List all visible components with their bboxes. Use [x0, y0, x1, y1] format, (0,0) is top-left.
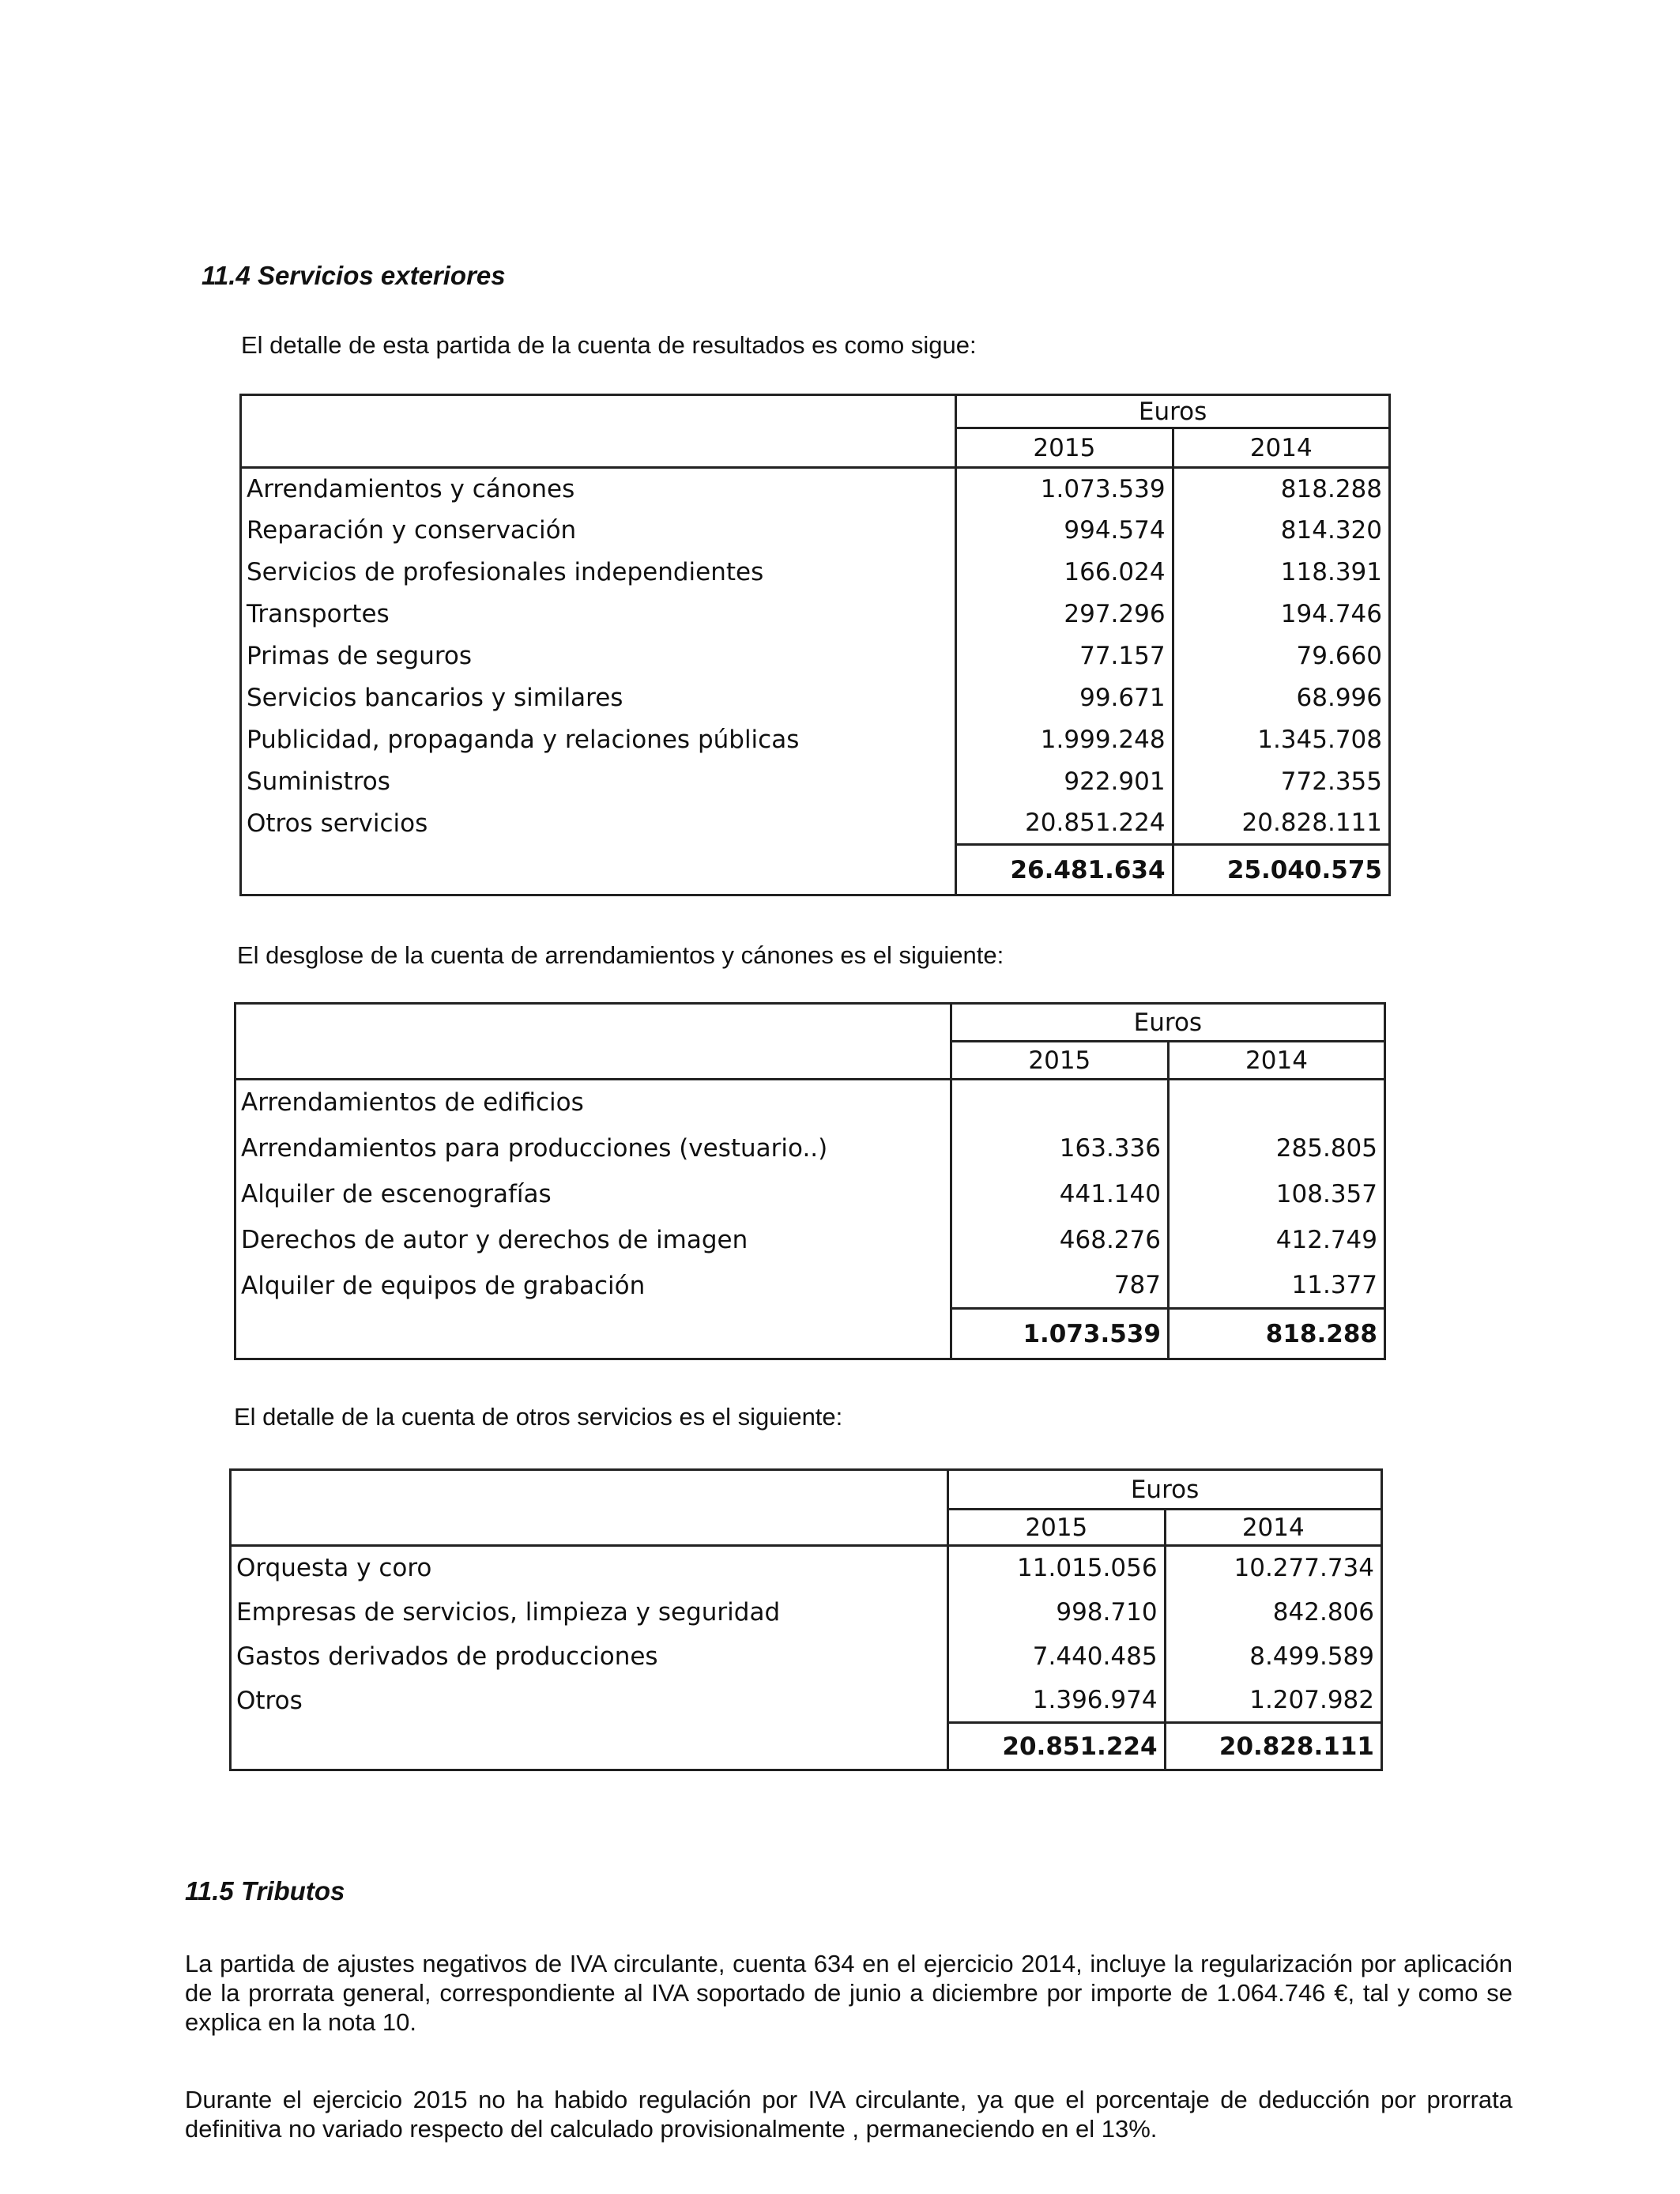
row-label: Servicios de profesionales independientes: [247, 558, 764, 586]
value-2015: 20.851.224: [956, 803, 1173, 845]
value-2015: 297.296: [956, 594, 1173, 635]
value-2015: 1.999.248: [956, 719, 1173, 761]
total-label-blank: [241, 845, 956, 895]
value-2015: 11.015.056: [948, 1546, 1165, 1590]
header-blank: [231, 1470, 948, 1510]
row-label: Primas de seguros: [247, 642, 473, 670]
header-blank: [231, 1510, 948, 1546]
currency-header: Euros: [956, 395, 1390, 428]
total-2015: 20.851.224: [948, 1723, 1165, 1770]
servicios-exteriores-table: [239, 394, 1391, 896]
otros-servicios-intro: El detalle de la cuenta de otros servicios es el siguiente:: [234, 1403, 843, 1431]
table-row: [235, 1171, 1385, 1217]
table-row: [241, 719, 1390, 761]
year-header-2014: 2014: [1165, 1510, 1381, 1546]
value-2015: [951, 1080, 1168, 1125]
header-blank: [235, 1004, 951, 1042]
header-blank: [241, 428, 956, 468]
value-2014: 118.391: [1173, 552, 1389, 594]
table-row: [235, 1217, 1385, 1263]
table-row: [241, 677, 1390, 719]
row-label: Orquesta y coro: [236, 1554, 432, 1583]
row-label: Suministros: [247, 767, 390, 796]
section-11-4-title: 11.4 Servicios exteriores: [202, 261, 506, 290]
section-11-5-title: 11.5 Tributos: [185, 1876, 345, 1906]
row-label: Otros servicios: [247, 809, 428, 838]
value-2014: 79.660: [1173, 635, 1389, 677]
value-2015: 1.073.539: [956, 468, 1173, 510]
value-2015: 77.157: [956, 635, 1173, 677]
value-2014: 108.357: [1168, 1171, 1384, 1217]
value-2014: 194.746: [1173, 594, 1389, 635]
tributos-paragraph-2: Durante el ejercicio 2015 no ha habido regulación por IVA circulante, ya que el porcentaje de deducción por prorrata definitiva no variado respecto del calculado provisionalmente , permaneciendo en el 13%.: [185, 2086, 1512, 2143]
value-2014: 814.320: [1173, 510, 1389, 552]
value-2014: 68.996: [1173, 677, 1389, 719]
value-2015: 441.140: [951, 1171, 1168, 1217]
arrendamientos-intro: El desglose de la cuenta de arrendamientos y cánones es el siguiente:: [237, 941, 1004, 969]
row-label: Alquiler de escenografías: [241, 1179, 552, 1208]
value-2014: 772.355: [1173, 761, 1389, 803]
total-2014: 25.040.575: [1173, 845, 1389, 895]
table-row: [235, 1080, 1385, 1125]
value-2015: 998.710: [948, 1590, 1165, 1634]
value-2014: 818.288: [1173, 468, 1389, 510]
value-2015: 99.671: [956, 677, 1173, 719]
value-2014: 285.805: [1168, 1125, 1384, 1171]
total-label-blank: [235, 1309, 951, 1359]
row-label: Publicidad, propaganda y relaciones públicas: [247, 726, 800, 754]
header-blank: [241, 395, 956, 428]
row-label: Arrendamientos y cánones: [247, 474, 575, 503]
row-label: Reparación y conservación: [247, 516, 577, 545]
value-2014: 1.207.982: [1165, 1679, 1381, 1723]
total-row: [235, 1309, 1385, 1359]
value-2015: 1.396.974: [948, 1679, 1165, 1723]
table-row: [241, 510, 1390, 552]
table-row: [235, 1125, 1385, 1171]
row-label: Otros: [236, 1686, 303, 1715]
value-2014: 1.345.708: [1173, 719, 1389, 761]
row-label: Gastos derivados de producciones: [236, 1642, 658, 1671]
value-2015: 7.440.485: [948, 1634, 1165, 1679]
total-2014: 818.288: [1168, 1309, 1384, 1359]
total-row: [231, 1723, 1382, 1770]
value-2015: 468.276: [951, 1217, 1168, 1263]
total-2014: 20.828.111: [1165, 1723, 1381, 1770]
table-row: [241, 552, 1390, 594]
year-header-2014: 2014: [1173, 428, 1389, 468]
value-2015: 163.336: [951, 1125, 1168, 1171]
year-header-2015: 2015: [956, 428, 1173, 468]
table-row: [241, 803, 1390, 845]
value-2014: 8.499.589: [1165, 1634, 1381, 1679]
value-2014: 10.277.734: [1165, 1546, 1381, 1590]
row-label: Arrendamientos de edificios: [241, 1088, 584, 1118]
value-2015: 922.901: [956, 761, 1173, 803]
arrendamientos-table: [234, 1002, 1386, 1360]
table-row: [231, 1546, 1382, 1590]
currency-header: Euros: [948, 1470, 1382, 1510]
row-label: Servicios bancarios y similares: [247, 684, 623, 712]
row-label: Arrendamientos para producciones (vestuario..): [241, 1133, 828, 1163]
value-2014: 842.806: [1165, 1590, 1381, 1634]
value-2015: 787: [951, 1263, 1168, 1309]
total-row: [241, 845, 1390, 895]
table-row: [231, 1679, 1382, 1723]
table-row: [241, 761, 1390, 803]
value-2015: 994.574: [956, 510, 1173, 552]
row-label: Alquiler de equipos de grabación: [241, 1271, 646, 1300]
table-row: [235, 1263, 1385, 1309]
currency-header: Euros: [951, 1004, 1384, 1042]
total-2015: 1.073.539: [951, 1309, 1168, 1359]
total-2015: 26.481.634: [956, 845, 1173, 895]
section-11-4-intro: El detalle de esta partida de la cuenta de resultados es como sigue:: [241, 331, 977, 359]
year-header-2014: 2014: [1168, 1042, 1384, 1080]
value-2015: 166.024: [956, 552, 1173, 594]
table-row: [231, 1590, 1382, 1634]
table-row: [231, 1634, 1382, 1679]
year-header-2015: 2015: [951, 1042, 1168, 1080]
table-row: [241, 594, 1390, 635]
table-row: [241, 635, 1390, 677]
total-label-blank: [231, 1723, 948, 1770]
value-2014: 20.828.111: [1173, 803, 1389, 845]
row-label: Derechos de autor y derechos de imagen: [241, 1225, 748, 1254]
row-label: Transportes: [247, 600, 390, 628]
year-header-2015: 2015: [948, 1510, 1165, 1546]
row-label: Empresas de servicios, limpieza y seguridad: [236, 1597, 781, 1627]
value-2014: [1168, 1080, 1384, 1125]
value-2014: 11.377: [1168, 1263, 1384, 1309]
table-row: [241, 468, 1390, 510]
header-blank: [235, 1042, 951, 1080]
otros-servicios-table: [229, 1468, 1383, 1771]
value-2014: 412.749: [1168, 1217, 1384, 1263]
tributos-paragraph-1: La partida de ajustes negativos de IVA circulante, cuenta 634 en el ejercicio 2014, incluye la regularización por aplicación de la prorrata general, correspondiente al IVA soportado de junio a diciembre por importe de 1.064.746 €, tal y como se explica en la nota 10.: [185, 1950, 1512, 2036]
